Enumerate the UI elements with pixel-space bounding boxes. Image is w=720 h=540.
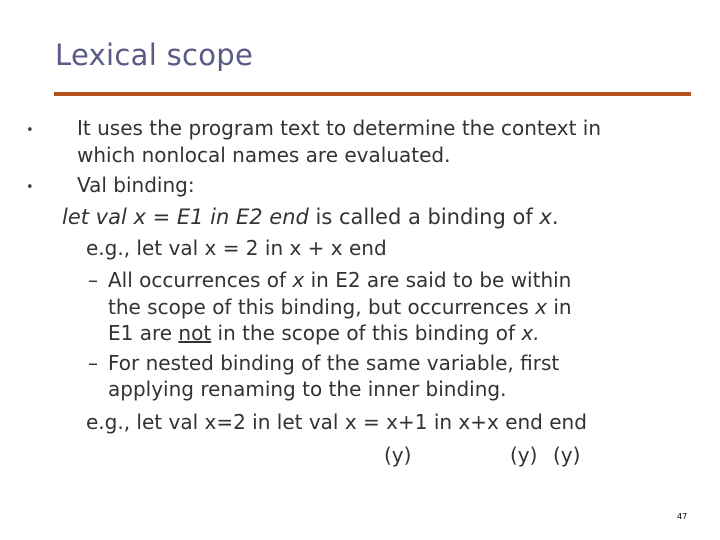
bullet-1-line-1: It uses the program text to determine the context in: [77, 116, 601, 140]
sub-bullet-1-line-1: [108, 268, 571, 292]
text-run: in E2 are said to be within: [304, 268, 572, 292]
var-x: x: [292, 268, 305, 292]
rename-label-1: (y): [384, 443, 412, 467]
binding-text: is called a binding of: [308, 205, 540, 229]
dash-marker: –: [88, 351, 98, 375]
rename-label-2: (y): [510, 443, 538, 467]
underlined-not: not: [178, 321, 212, 345]
sub-bullet-1-line-3: [108, 321, 540, 345]
binding-var: x: [539, 205, 552, 229]
binding-definition: [62, 204, 559, 230]
binding-code: let val x = E1 in E2 end: [62, 205, 309, 229]
bullet-1-line-2: which nonlocal names are evaluated.: [77, 143, 451, 167]
page-number: 47: [677, 512, 688, 521]
var-x: x.: [521, 321, 540, 345]
slide-title: Lexical scope: [55, 38, 254, 72]
text-run: in the scope of this binding of: [211, 321, 522, 345]
text-run: All occurrences of: [108, 268, 293, 292]
example-1: e.g., let val x = 2 in x + x end: [86, 236, 387, 260]
sub-bullet-2-line-2: applying renaming to the inner binding.: [108, 377, 507, 401]
bullet-marker: •: [26, 123, 34, 138]
rename-label-3: (y): [553, 443, 581, 467]
bullet-2-text: Val binding:: [77, 173, 195, 197]
dash-marker: –: [88, 268, 98, 292]
binding-period: .: [551, 205, 559, 229]
example-2: e.g., let val x=2 in let val x = x+1 in x+x end end: [86, 410, 587, 434]
var-x: x: [535, 295, 547, 319]
bullet-marker: •: [26, 180, 34, 195]
text-run: in: [546, 295, 572, 319]
title-divider: [54, 92, 691, 96]
text-run: E1 are: [108, 321, 179, 345]
text-run: the scope of this binding, but occurrences: [108, 295, 536, 319]
sub-bullet-2-line-1: For nested binding of the same variable, first: [108, 351, 560, 375]
sub-bullet-1-line-2: [108, 295, 572, 319]
